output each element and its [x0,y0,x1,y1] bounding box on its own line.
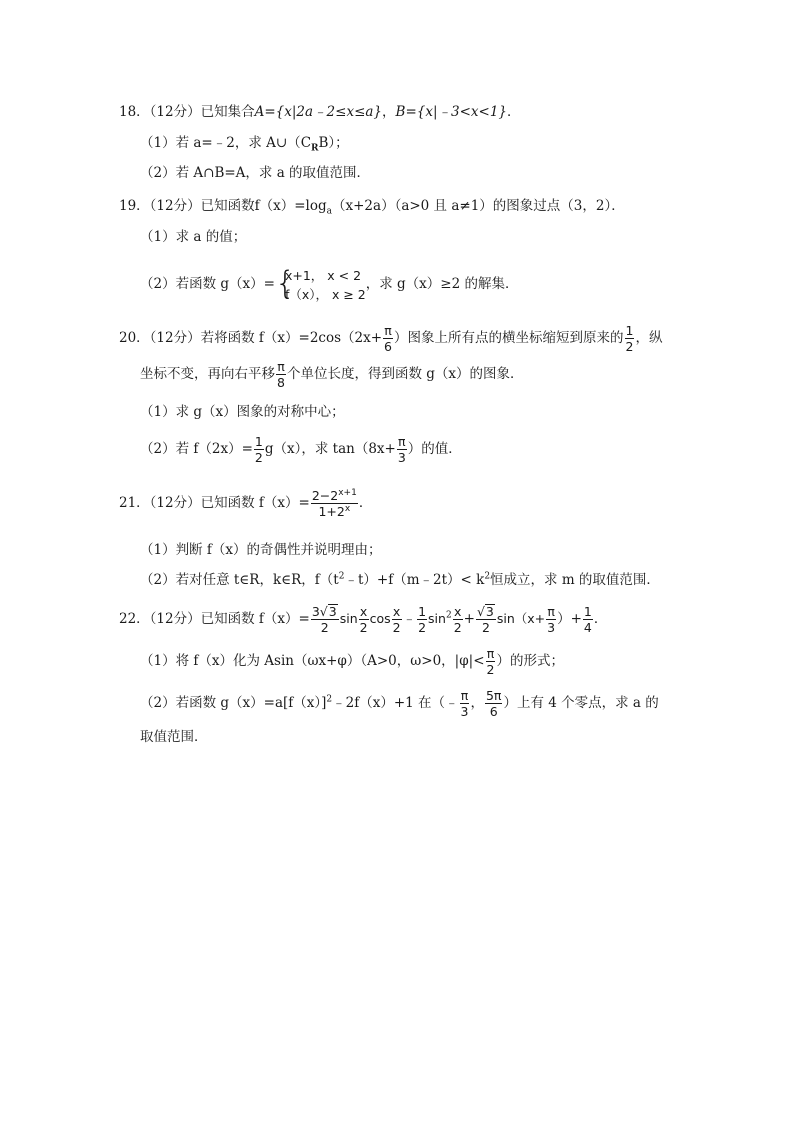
q21-part2: （2）若对任意 t∈R，k∈R，$f(t^2﹣t)+f(m﹣2t)< k^2$恒成立，求 m 的取值范围． [140,571,660,588]
q22-part2: （2）若函数 $g(x)=a[f(x)]^2﹣2f(x)+1$ 在（﹣ $\frac{\pi}{3}$ ， $\frac{5\pi}{6}$ ）上有 4 个零点，求 a 的 [140,688,659,719]
q21-part1: （1）判断 f（x）的奇偶性并说明理由； [140,542,382,558]
q18-set-a: A={x|2a﹣2≤x≤a} [254,104,383,120]
piecewise-function: { x+1， x < 2 f（x）， x ≥ 2 [274,263,366,302]
fraction-pi-over-8: $\frac{\pi}{8}$ [277,359,285,390]
q21-stem: 21．（12分）已知函数 f（x）= $\frac{2-2^{x+1}}{1+2^x}$ ． [119,487,373,519]
fraction-pi-over-3: $\frac{\pi}{3}$ [460,688,469,719]
fraction-5pi-over-6: $\frac{5\pi}{6}$ [485,688,502,719]
fraction-pi-over-3: $\frac{\pi}{3}$ [547,604,556,635]
q22-part1: （1）将 f（x）化为 Asin（ωx+φ）（A>0，ω>0，|φ|< $\frac{\pi}{2}$ ）的形式； [140,646,564,677]
q18-stem: 18．（12分）已知集合A={x|2a﹣2≤x≤a}，B={x|﹣3<x<1}． [119,104,521,120]
fraction-pi-over-6: $\frac{\pi}{6}$ [384,323,392,354]
q20-stem-line2: 坐标不变，再向右平移 $\frac{\pi}{8}$ 个单位长度，得到函数 g（x）的图象． [140,359,524,390]
q19-part1: （1）求 a 的值； [140,229,247,245]
q18-part1: （1）若 a=﹣2，求 $A\cup(C_RB)$； [140,135,349,154]
fraction-f-definition: $\frac{2-2^{x+1}}{1+2^x}$ [311,487,357,519]
fraction-pi-over-3: $\frac{\pi}{3}$ [397,434,406,465]
q22-part2-line2: 取值范围． [140,729,208,745]
fraction-x-over-2: $\frac{x}{2}$ [453,604,462,635]
fraction-sqrt3-over-2: $\frac{√3}{2}$ [476,604,494,635]
q20-part2: （2）若 f（2x）= $\frac{1}{2}$ g（x），求 tan（8x+ $\frac{\pi}{3}$ ）的值． [140,434,462,465]
fraction-3sqrt3-over-2: $\frac{3√3}{2}$ [311,604,337,635]
q18-part2: （2）若 A∩B=A，求 a 的取值范围． [140,165,371,181]
fraction-one-half: $\frac{1}{2}$ [625,323,634,354]
q22-stem: 22．（12分）已知函数 f（x）= $\frac{3√3}{2}$ sin $\frac{x}{2}$ cos $\frac{x}{2}$ ﹣ $\frac{1}{2}$ $\sin^2$ $\frac{x}{2}$ + $\frac{√3}{2}$ sin（x+ $\frac{\pi}{3}$ ）+ $\frac{1}{4}$ ． [119,604,608,635]
fraction-one-quarter: $\frac{1}{4}$ [583,604,592,635]
fraction-pi-over-2: $\frac{\pi}{2}$ [486,646,495,677]
q20-stem: 20．（12分）若将函数 f（x）=2cos（2x+ $\frac{\pi}{6}$ ）图象上所有点的横坐标缩短到原来的 $\frac{1}{2}$ ，纵 [119,323,663,354]
fraction-one-half: $\frac{1}{2}$ [418,604,427,635]
q20-part1: （1）求 g（x）图象的对称中心； [140,404,345,420]
q19-stem: 19．（12分）已知函数$f(x)=\log_a(x+2a)(a>0$ 且 a≠1）的图象过点（3，2）． [119,198,625,217]
q18-set-b: B={x|﹣3<x<1} [395,104,508,120]
q19-part2: （2）若函数 g（x）= { x+1， x < 2 f（x）， x ≥ 2 ，求 g（x）≥2 的解集． [140,263,519,302]
fraction-x-over-2: $\frac{x}{2}$ [392,604,401,635]
fraction-one-half: $\frac{1}{2}$ [254,434,263,465]
fraction-x-over-2: $\frac{x}{2}$ [359,604,368,635]
